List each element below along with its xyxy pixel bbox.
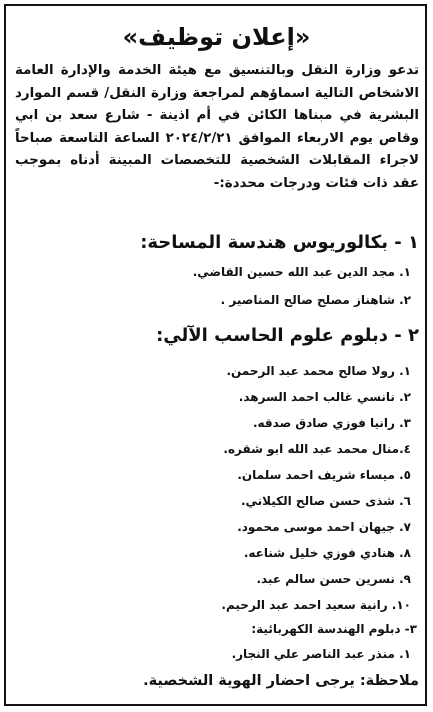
list-item: ١. مجد الدين عبد الله حسين القاضي. [192, 265, 411, 279]
list-item: ٥. ميساء شريف احمد سلمان. [237, 468, 411, 482]
section-heading-computer: ٢ - دبلوم علوم الحاسب الآلي: [156, 325, 419, 346]
list-item: ١٠. رانية سعيد احمد عبد الرحيم. [221, 598, 411, 612]
note-text: ملاحظة: يرجى احضار الهوية الشخصية. [143, 673, 419, 689]
announcement-title: «إعلان توظيف» [122, 23, 311, 51]
list-item: ٣. رانيا فوزي صادق صدقه. [252, 416, 411, 430]
intro-paragraph: تدعو وزارة النقل وبالتنسيق مع هيئة الخدمة والإدارة العامة الاشخاص التالية اسماؤهم لمراجعة وزارة النقل/ قسم الموارد البشرية في مبناها الكائن في أم اذينة - شارع سعد بن ابي وقاص يوم الاربعاء الموافق ٢٠٢٤/٢/٢١ الساعة التاسعة صباحاً لاجراء المقابلات الشخصية للتخصصات المبينة أدناه بموجب عقد ذات فئات ودرجات محددة:- [15, 63, 419, 191]
list-item: ٢. نانسي غالب احمد السرهد. [238, 390, 411, 404]
list-item: ٩. نسرين حسن سالم عبد. [256, 572, 411, 586]
list-item: ١. منذر عبد الناصر علي النجار. [231, 647, 411, 661]
list-item: ٨. هنادي فوزي خليل شناعه. [243, 546, 411, 560]
section-heading-electrical: ٣- دبلوم الهندسة الكهربائية: [251, 622, 417, 636]
list-item: ١. رولا صالح محمد عبد الرحمن. [226, 364, 411, 378]
list-item: ٤.منال محمد عبد الله ابو شقره. [223, 442, 411, 456]
section-heading-surveying: ١ - بكالوريوس هندسة المساحة: [140, 232, 419, 253]
list-item: ٢. شاهناز مصلح صالح المناصير . [220, 293, 411, 307]
list-item: ٦. شذى حسن صالح الكيلاني. [240, 494, 411, 508]
list-item: ٧. جيهان احمد موسى محمود. [237, 520, 411, 534]
